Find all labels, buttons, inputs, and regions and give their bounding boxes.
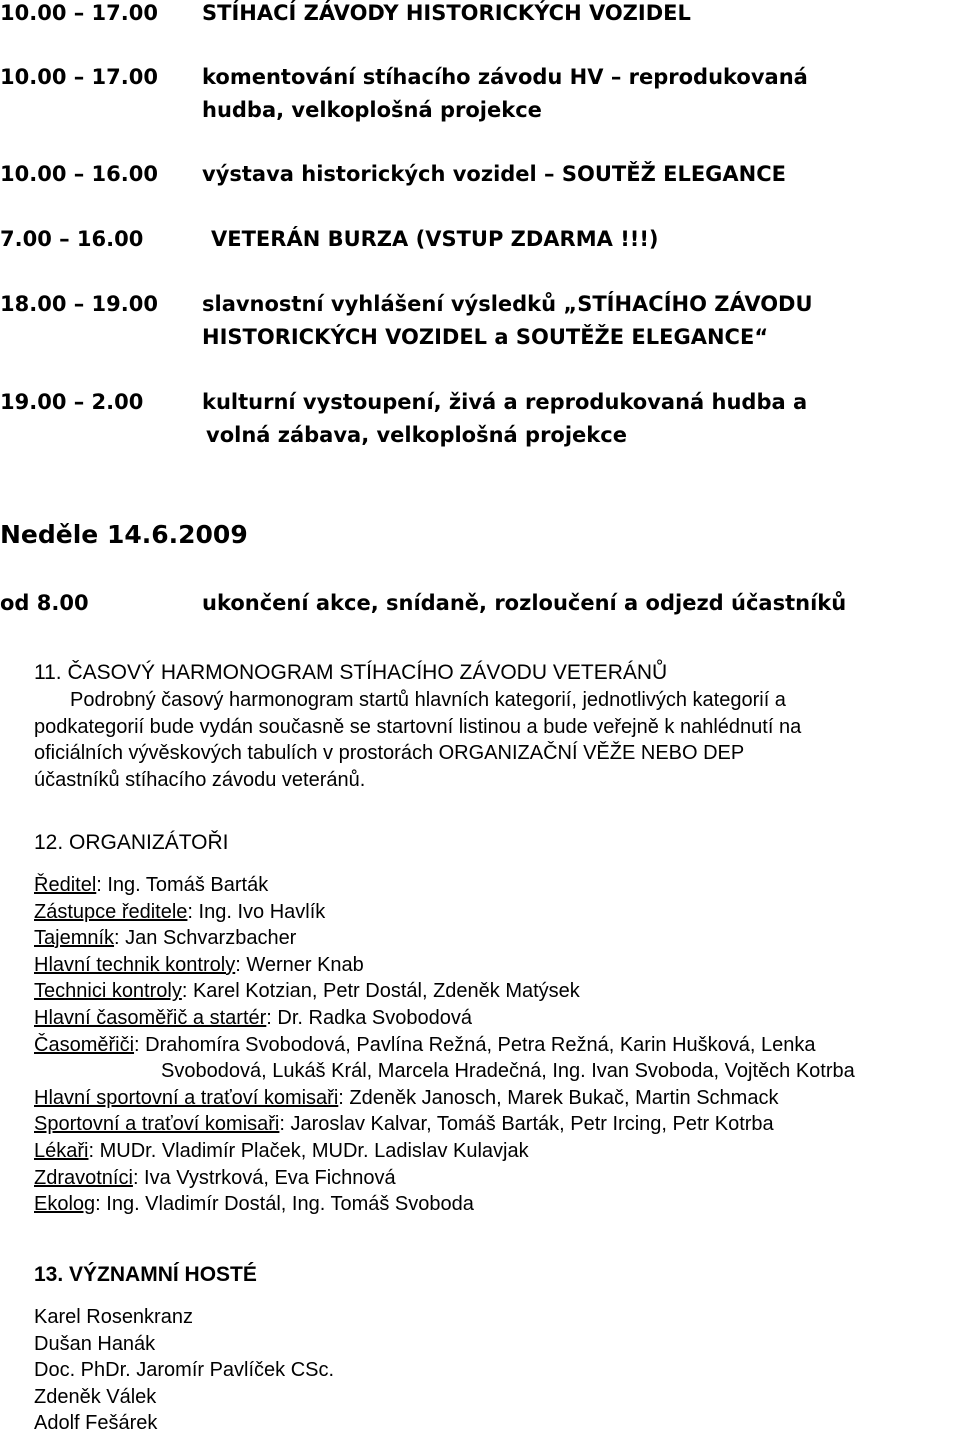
section-13-title: 13. VÝZNAMNÍ HOSTÉ: [34, 1263, 257, 1286]
organizer-names: : Jan Schvarzbacher: [114, 927, 297, 950]
guests-list: [34, 1304, 334, 1437]
organizer-entry: [34, 1191, 960, 1218]
sunday-heading: Neděle 14.6.2009: [0, 520, 248, 549]
schedule-time: 10.00 – 17.00: [0, 65, 158, 89]
section-12-title: 12. ORGANIZÁTOŘI: [34, 831, 229, 854]
schedule-text-line: výstava historických vozidel – SOUTĚŽ ELEGANCE: [202, 162, 787, 186]
organizer-names: : Zdeněk Janosch, Marek Bukač, Martin Schmack: [338, 1086, 779, 1109]
schedule-time: 10.00 – 16.00: [0, 162, 158, 186]
schedule-text: [202, 288, 942, 354]
guest-name: Doc. PhDr. Jaromír Pavlíček CSc.: [34, 1359, 335, 1382]
organizer-names: : Jaroslav Kalvar, Tomáš Barták, Petr Ircing, Petr Kotrba: [279, 1113, 774, 1136]
paragraph-line: podkategorií bude vydán současně se startovní listinou a bude veřejně k nahlédnutí na: [34, 715, 802, 738]
schedule-text: [202, 386, 942, 452]
guest-name: Dušan Hanák: [34, 1332, 156, 1355]
paragraph-line: oficiálních vývěskových tabulích v prostorách ORGANIZAČNÍ VĚŽE NEBO DEP: [34, 742, 745, 764]
schedule-text: [202, 158, 942, 191]
organizer-names: : Dr. Radka Svobodová: [266, 1006, 472, 1029]
organizer-entry: [34, 978, 960, 1005]
schedule-text-line: kulturní vystoupení, živá a reprodukovaná hudba a: [202, 390, 808, 414]
organizer-entry: [34, 1085, 960, 1112]
organizer-role: Lékaři: [34, 1139, 89, 1162]
organizers-list: [34, 872, 960, 1218]
organizer-role: Sportovní a traťoví komisaři: [34, 1113, 280, 1136]
organizer-role: Časoměřiči: [34, 1033, 135, 1056]
organizer-role: Zdravotníci: [34, 1166, 133, 1189]
schedule-text-line: hudba, velkoplošná projekce: [202, 98, 542, 122]
organizer-role: Hlavní sportovní a traťoví komisaři: [34, 1086, 339, 1109]
paragraph-line: Podrobný časový harmonogram startů hlavních kategorií, jednotlivých kategorií a: [70, 689, 786, 711]
organizer-role: Ředitel: [34, 874, 97, 896]
organizer-names: : Ing. Ivo Havlík: [187, 900, 326, 923]
schedule-text-line: ukončení akce, snídaně, rozloučení a odjezd účastníků: [202, 591, 847, 615]
schedule-text-line: STÍHACÍ ZÁVODY HISTORICKÝCH VOZIDEL: [202, 1, 691, 25]
schedule-text-line: VETERÁN BURZA (VSTUP ZDARMA !!!): [211, 227, 659, 251]
organizer-names: : Drahomíra Svobodová, Pavlína Režná, Petra Režná, Karin Hušková, Lenka: [134, 1033, 816, 1056]
schedule-text: [211, 223, 951, 256]
schedule-text-line: slavnostní vyhlášení výsledků „STÍHACÍHO ZÁVODU: [202, 292, 813, 316]
schedule-text: [202, 61, 942, 127]
schedule-time: 10.00 – 17.00: [0, 1, 158, 25]
organizer-entry: [34, 1032, 960, 1059]
organizer-role: Zástupce ředitele: [34, 900, 188, 923]
organizer-role: Ekolog: [34, 1193, 96, 1216]
organizer-entry: [34, 1005, 960, 1032]
organizer-role: Hlavní technik kontroly: [34, 953, 236, 976]
section-11-title: 11. ČASOVÝ HARMONOGRAM STÍHACÍHO ZÁVODU VETERÁNŮ: [34, 661, 668, 684]
schedule-time: od 8.00: [0, 591, 89, 615]
guest-name: Karel Rosenkranz: [34, 1306, 193, 1328]
organizer-entry: [34, 899, 960, 926]
schedule-text: [202, 587, 942, 620]
organizer-names: : Werner Knab: [235, 953, 364, 976]
schedule-text: [202, 0, 942, 30]
organizer-names: : Ing. Tomáš Barták: [96, 874, 269, 896]
schedule-text-line: volná zábava, velkoplošná projekce: [206, 423, 627, 447]
guest-name: Adolf Fešárek: [34, 1412, 158, 1435]
organizer-names: : Ing. Vladimír Dostál, Ing. Tomáš Svoboda: [95, 1193, 474, 1216]
schedule-time: 18.00 – 19.00: [0, 292, 158, 316]
organizer-names: : Iva Vystrková, Eva Fichnová: [132, 1166, 396, 1189]
organizer-role: Tajemník: [34, 927, 115, 950]
organizer-names-continued: Svobodová, Lukáš Král, Marcela Hradečná, Ing. Ivan Svoboda, Vojtěch Kotrba: [161, 1060, 855, 1083]
section-11-paragraph: [34, 687, 934, 793]
organizer-role: Technici kontroly: [34, 980, 182, 1003]
organizer-entry: [34, 925, 960, 952]
paragraph-line: účastníků stíhacího závodu veteránů.: [34, 768, 366, 791]
organizer-entry: [34, 952, 960, 979]
organizer-entry: [34, 872, 960, 899]
schedule-text-line: HISTORICKÝCH VOZIDEL a SOUTĚŽE ELEGANCE“: [202, 325, 769, 349]
schedule-time: 19.00 – 2.00: [0, 390, 144, 414]
organizer-entry: [34, 1138, 960, 1165]
organizer-entry: [34, 1165, 960, 1192]
schedule-text-line: komentování stíhacího závodu HV – reprodukovaná: [202, 65, 808, 89]
guest-name: Zdeněk Válek: [34, 1385, 157, 1408]
organizer-names: : MUDr. Vladimír Plaček, MUDr. Ladislav Kulavjak: [88, 1139, 529, 1162]
organizer-entry: [34, 1111, 960, 1138]
organizer-names: : Karel Kotzian, Petr Dostál, Zdeněk Matýsek: [181, 980, 580, 1003]
organizer-role: Hlavní časoměřič a startér: [34, 1006, 267, 1029]
schedule-time: 7.00 – 16.00: [0, 227, 144, 251]
